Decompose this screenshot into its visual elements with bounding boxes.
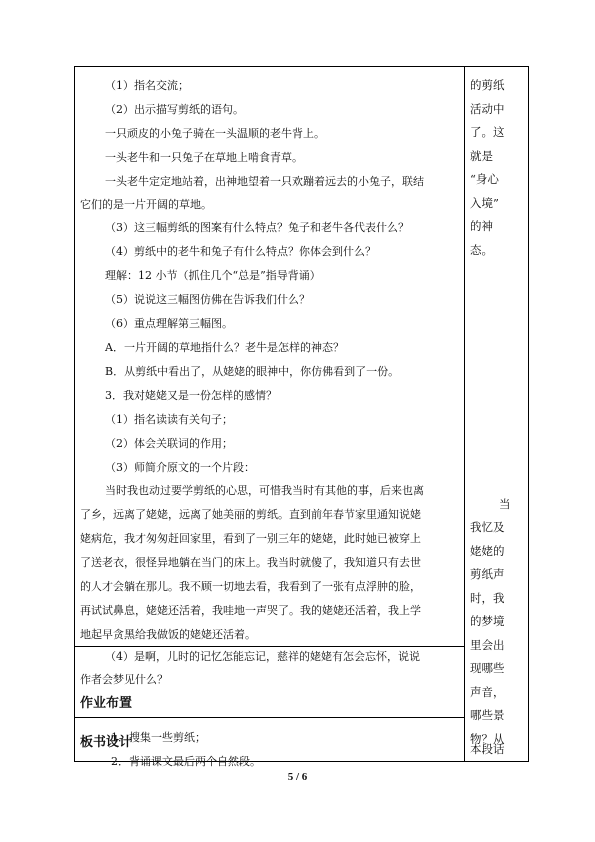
row-divider-2: [74, 717, 465, 718]
text-line: （1）指名读读有关句子；: [105, 413, 233, 426]
text-line: 一只顽皮的小兔子骑在一头温顺的老牛背上。: [105, 127, 325, 140]
side-note-line: 了。这: [470, 125, 505, 139]
table-border-left: [74, 66, 75, 762]
side-note-line: 当: [499, 497, 511, 511]
board-design-heading: 板书设计: [80, 735, 133, 750]
side-note-line: 态。: [470, 243, 493, 257]
table-border-top: [74, 66, 529, 67]
text-line: 再试试鼻息，姥姥还活着，我哇地一声哭了。我的姥姥还活着，我上学: [80, 604, 421, 617]
side-note-line: 活动中: [470, 102, 505, 116]
page-number: 5 / 6: [287, 771, 308, 783]
homework-item: 1．搜集一些剪纸；: [111, 731, 206, 744]
homework-item: 2．背诵课文最后两个自然段。: [111, 755, 261, 768]
text-line: 当时我也动过要学剪纸的心思，可惜我当时有其他的事，后来也离: [105, 484, 424, 497]
homework-heading: 作业布置: [80, 696, 133, 711]
text-line: （3）这三幅剪纸的图案有什么特点？兔子和老牛各代表什么？: [105, 221, 409, 234]
side-note-line: 入境”: [470, 196, 499, 210]
text-line: 一头老牛和一只兔子在草地上啃食青草。: [105, 151, 303, 164]
side-note-line: 本段话: [470, 742, 505, 756]
text-line: 3．我对姥姥又是一份怎样的感情？: [105, 389, 277, 402]
text-line: （3）师简介原文的一个片段：: [105, 461, 255, 474]
text-line: 了乡，远离了姥姥，远离了她美丽的剪纸。直到前年春节家里通知说姥: [80, 508, 421, 521]
side-note-line: 哪些景: [470, 708, 505, 722]
text-line: （6）重点理解第三幅图。: [105, 317, 233, 330]
side-note-line: 姥姥的: [470, 544, 505, 558]
text-line: （2）体会关联词的作用；: [105, 437, 233, 450]
text-line: A．一片开阔的草地指什么？老牛是怎样的神态？: [105, 341, 344, 354]
text-line: 地起早贪黑给我做饭的姥姥还活着。: [80, 628, 256, 641]
text-line: （4）是啊，儿时的记忆怎能忘记，慈祥的姥姥有怎会忘怀，说说: [105, 650, 420, 663]
side-note-line: 我忆及: [470, 520, 505, 534]
side-note-line: 里会出: [470, 638, 505, 652]
text-line: 姥病危，我才匆匆赶回家里，看到了一别三年的姥姥，此时她已被穿上: [80, 532, 421, 545]
side-note-line: “身心: [470, 172, 499, 186]
row-divider-1: [74, 646, 465, 647]
text-line: 作者会梦见什么？: [80, 673, 168, 686]
text-line: （5）说说这三幅图仿佛在告诉我们什么？: [105, 293, 310, 306]
column-divider: [464, 66, 465, 762]
side-note-line: 的梦境: [470, 614, 505, 628]
text-line: 一头老牛定定地站着，出神地望着一只欢蹦着远去的小兔子，联结: [105, 175, 424, 188]
side-note-line: 时，我: [470, 591, 505, 605]
side-note-line: 声音，: [470, 685, 505, 699]
side-note-line: 物？从: [470, 732, 505, 746]
lesson-table: [74, 66, 529, 768]
side-note-line: 现哪些: [470, 661, 505, 675]
side-note-line: 就是: [470, 149, 493, 163]
side-note-line: 剪纸声: [470, 567, 505, 581]
text-line: （4）剪纸中的老牛和兔子有什么特点？你体会到什么？: [105, 245, 376, 258]
text-line: 理解：12 小节（抓住几个“总是”指导背诵）: [105, 269, 321, 282]
text-line: 的人才会躺在那儿。我不顾一切地去看，我看到了一张有点浮肿的脸，: [80, 580, 421, 593]
text-line: B．从剪纸中看出了，从姥姥的眼神中，你仿佛看到了一份。: [105, 365, 400, 378]
text-line: （1）指名交流；: [105, 79, 189, 92]
table-border-right: [528, 66, 529, 762]
side-note-line: 的剪纸: [470, 78, 505, 92]
text-line: 它们的是一片开阔的草地。: [80, 198, 212, 211]
side-note-line: 的神: [470, 219, 493, 233]
text-line: （2）出示描写剪纸的语句。: [105, 103, 244, 116]
text-line: 了送老衣，很怪异地躺在当门的床上。我当时就傻了，我知道只有去世: [80, 556, 421, 569]
